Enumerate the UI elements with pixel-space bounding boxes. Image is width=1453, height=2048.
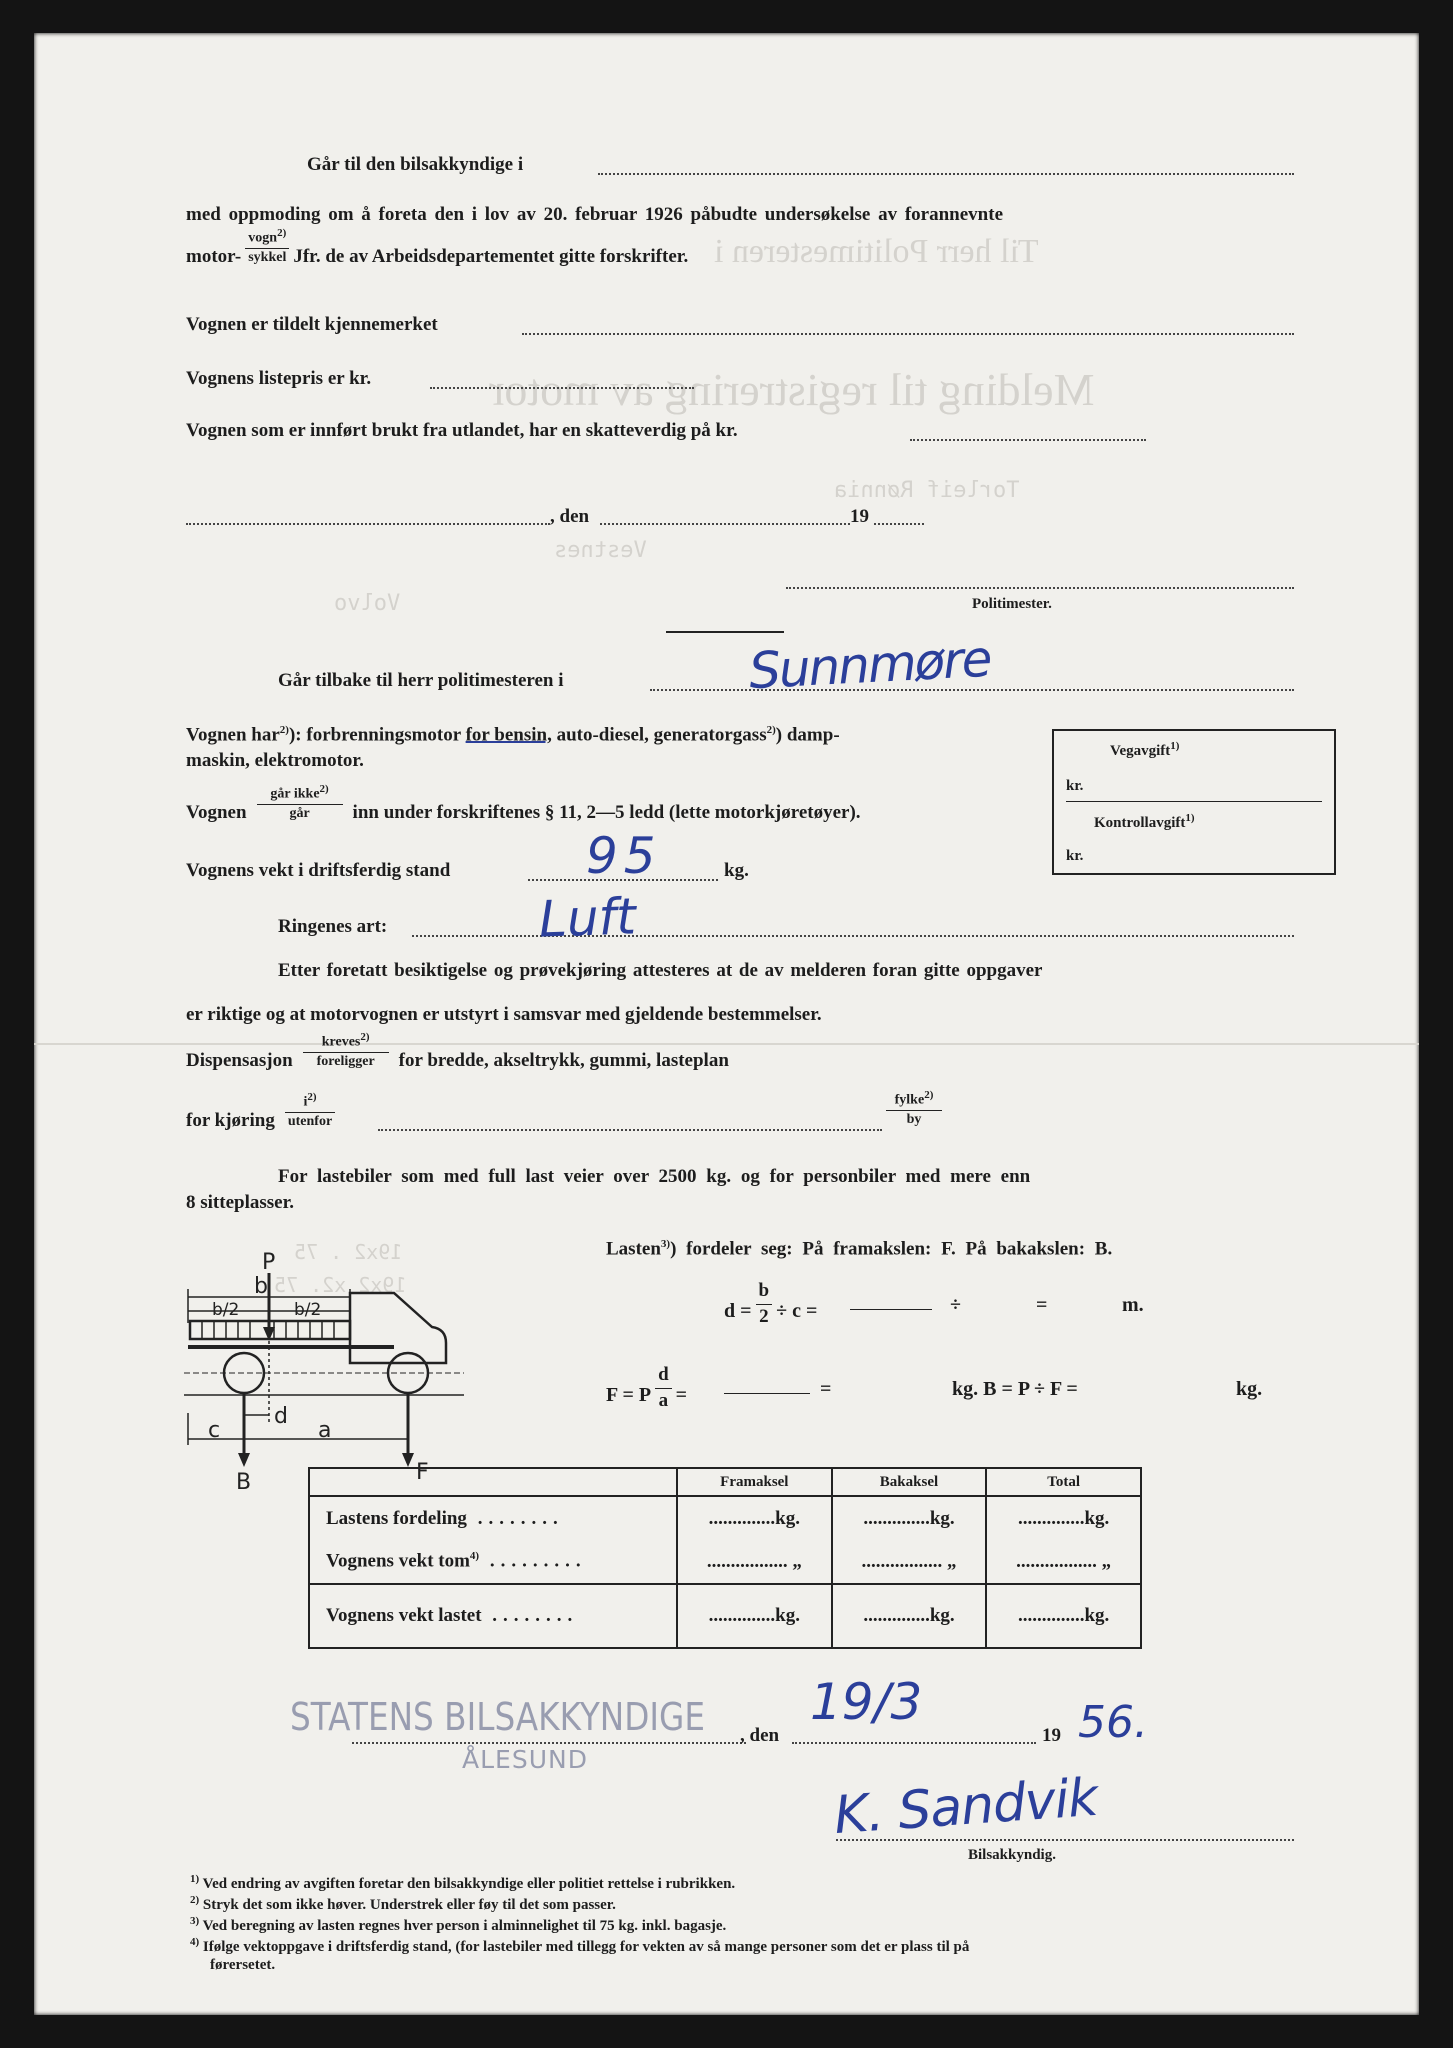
formula-f-blank (724, 1393, 810, 1394)
header-total: Total (986, 1468, 1141, 1496)
label-a: a (318, 1418, 332, 1443)
footnote-4: $^{4)}$ Ifølge vektoppgave i driftsferdig stand, (for lastebiler med tillegg for vekten av så mange personer som det er plass til på (190, 1936, 970, 1955)
weight-table (308, 1467, 1142, 1649)
label-c: c (208, 1418, 221, 1443)
paper-fold (34, 1043, 1419, 1045)
police-signature-field[interactable] (786, 587, 1294, 589)
goes-to-inspector: Går til den bilsakkyndige i (307, 154, 524, 175)
list-price-field[interactable] (430, 387, 694, 389)
formula-f-eq2: = (820, 1378, 832, 1400)
form-sheet (34, 33, 1419, 2015)
label-d: d (274, 1404, 288, 1429)
footnote-3: $^{3)}$ Ved beregning av lasten regnes hver person i alminnelighet til 75 kg. inkl. bagasje. (190, 1915, 727, 1934)
attest-line-1: Etter foretatt besiktigelse og prøvekjøring attesteres at de av melderen foran gitte oppgaver (278, 960, 1043, 981)
engine-bensin-underlined: for bensin, (465, 724, 552, 746)
formula-b: kg. B = P ÷ F = (952, 1378, 1078, 1400)
header-front-axle: Framaksel (677, 1468, 832, 1496)
gaar-fraction: $\frac{går ikke^{2)}}{\text{går}}$ (257, 782, 343, 823)
driving-area-field[interactable] (378, 1129, 882, 1131)
lorry-line-2: 8 sitteplasser. (186, 1192, 295, 1213)
control-fee-label: Kontrollavgift$^{1)}$ (1094, 812, 1195, 831)
bleed-through-title: Melding til registrering av motor (489, 364, 1095, 415)
inspector-place-field[interactable] (598, 173, 1294, 175)
weight-unit: kg. (724, 860, 749, 881)
table-header-row (309, 1468, 1141, 1496)
driving-fraction: $\frac{i^{2)}}{\text{utenfor}}$ (285, 1090, 335, 1131)
inspector-label: Bilsakkyndig. (968, 1847, 1056, 1863)
handwritten-weight: 95 (586, 827, 662, 885)
return-place-field[interactable] (650, 689, 1294, 691)
table-row: Vognens vekt lastet ........ ..............kg. ..............kg. ..............kg. (309, 1584, 1141, 1648)
handwritten-tyres: Luft (538, 887, 637, 949)
police-chief-label: Politimester. (972, 596, 1052, 612)
label-B: B (236, 1470, 252, 1493)
header-rear-axle: Bakaksel (832, 1468, 987, 1496)
year-field[interactable] (874, 523, 924, 525)
label-b2-right: b/2 (294, 1300, 322, 1320)
bleed-through-line: Til herr Politimesteren i (714, 233, 1039, 270)
formula-d-blank (850, 1309, 932, 1310)
sign-date-field[interactable] (792, 1742, 1036, 1744)
reg-mark-field[interactable] (522, 333, 1294, 335)
formula-d-unit: m. (1122, 1294, 1144, 1316)
footnote-1: $^{1)}$ Ved endring av avgiften foretar den bilsakkyndige eller politiet rettelse i rubrikken. (190, 1873, 736, 1892)
footnote-2: $^{2)}$ Stryk det som ikke høver. Understrek eller føy til det som passer. (190, 1894, 616, 1913)
road-tax-label: Vegavgift$^{1)}$ (1110, 740, 1180, 759)
label-F: F (416, 1460, 429, 1485)
dispensation-line: Dispensasjon $\frac{kreves^{2)}}{\text{foreligger}}$ for bredde, akseltrykk, gummi, lasteplan (186, 1031, 729, 1071)
bleed-through-line: Volvo (334, 591, 401, 616)
footnote-4-cont: førersetet. (210, 1957, 276, 1973)
lorry-line-1: For lastebiler som med full last veier over 2500 kg. og for personbiler med mere enn (278, 1166, 1031, 1187)
fees-divider (1066, 801, 1322, 802)
label-P: P (262, 1250, 276, 1275)
road-tax-kr: kr. (1066, 778, 1084, 794)
county-fraction-wrap (882, 1089, 946, 1129)
fees-box (1052, 729, 1336, 875)
truck-cab (350, 1293, 446, 1363)
place-field[interactable] (186, 523, 550, 525)
driving-line: for kjøring $\frac{i^{2)}}{\text{utenfor}}$ (186, 1111, 339, 1131)
engine-line-2: maskin, elektromotor. (186, 750, 364, 771)
inspector-stamp-line-2: ÅLESUND (462, 1745, 588, 1774)
handwritten-sign-year: 56. (1078, 1697, 1148, 1748)
imported-value-field[interactable] (910, 439, 1146, 441)
request-line: med oppmoding om å foreta den i lov av 20. februar 1926 påbudte undersøkelse av forannevnte (186, 204, 1003, 225)
sign-den: , den (740, 1725, 780, 1746)
formula-d-eq: = (1036, 1294, 1048, 1316)
tyres-label: Ringenes art: (278, 916, 388, 937)
formula-b-unit: kg. (1236, 1378, 1263, 1400)
bleed-through-line: Vestnes (554, 538, 647, 563)
motor-prefix: motor- (186, 246, 242, 267)
attest-line-2: er riktige og at motorvognen er utstyrt i samsvar med gjeldende bestemmelser. (186, 1004, 822, 1025)
weight-label: Vognens vekt i driftsferdig stand (186, 860, 451, 881)
bleed-through-line: 19x2 x2. 75 (274, 1273, 407, 1297)
formula-d-div: ÷ (950, 1294, 961, 1316)
dispensation-fraction: $\frac{kreves^{2)}}{\text{foreligger}}$ (303, 1030, 389, 1071)
sign-year: 19 (1042, 1725, 1061, 1746)
load-distribution-diagram (184, 1223, 614, 1493)
handwritten-return-place: Sunnmøre (747, 629, 992, 701)
inspector-stamp-line-1: STATENS BILSAKKYNDIGE (290, 1695, 706, 1739)
sign-place-field[interactable] (352, 1742, 746, 1744)
divider (666, 631, 784, 633)
return-label: Går tilbake til herr politimesteren i (278, 670, 564, 691)
rule-line: Vognen $\frac{går ikke^{2)}}{\text{går}}$ inn under forskriftenes § 11, 2—5 ledd (lette motorkjøretøyer). (186, 783, 861, 823)
load-line: Lasten$^{3)}$) fordeler seg: På framakslen: F. På bakakslen: B. (606, 1238, 1113, 1260)
bleed-through-line: Torleif Rønnia (834, 478, 1020, 503)
engine-line: Vognen har$^{2)}$): forbrenningsmotor for bensin, auto-diesel, generatorgass$^{2)}$) damp- (186, 724, 840, 746)
date-field[interactable] (600, 523, 850, 525)
vogn-sykkel-fraction: $\frac{vogn^{2)}}{\text{sykkel}}$ (245, 226, 289, 267)
formula-d: d = $\frac{b}{2}$ ÷ c = (724, 1280, 818, 1327)
control-fee-kr: kr. (1066, 848, 1084, 864)
table-row: Vognens vekt tom$^{4)}$ ......... ................. „ ................. „ ................. „ (309, 1540, 1141, 1584)
list-price-label: Vognens listepris er kr. (186, 368, 372, 389)
reg-mark-label: Vognen er tildelt kjennemerket (186, 314, 438, 335)
label-b: b (254, 1274, 268, 1299)
date-den: , den (550, 506, 590, 527)
date-year: 19 (850, 506, 869, 527)
bleed-through-line: 19x2 . 75 (294, 1240, 403, 1264)
imported-label: Vognen som er innført brukt fra utlandet, har en skatteverdig på kr. (186, 420, 738, 441)
handwritten-sign-date: 19/3 (810, 1673, 923, 1731)
county-fraction: $\frac{fylke^{2)}}{by}$ (886, 1088, 942, 1129)
label-b2-left: b/2 (212, 1300, 240, 1320)
formula-f: F = P $\frac{d}{a}$ = (606, 1364, 688, 1411)
table-row: Lastens fordeling ........ ..............kg. ..............kg. ..............kg. (309, 1496, 1141, 1540)
motor-line (186, 227, 689, 267)
inspector-signature: K. Sandvik (832, 1767, 1100, 1847)
motor-suffix: Jfr. de av Arbeidsdepartementet gitte forskrifter. (293, 246, 689, 267)
